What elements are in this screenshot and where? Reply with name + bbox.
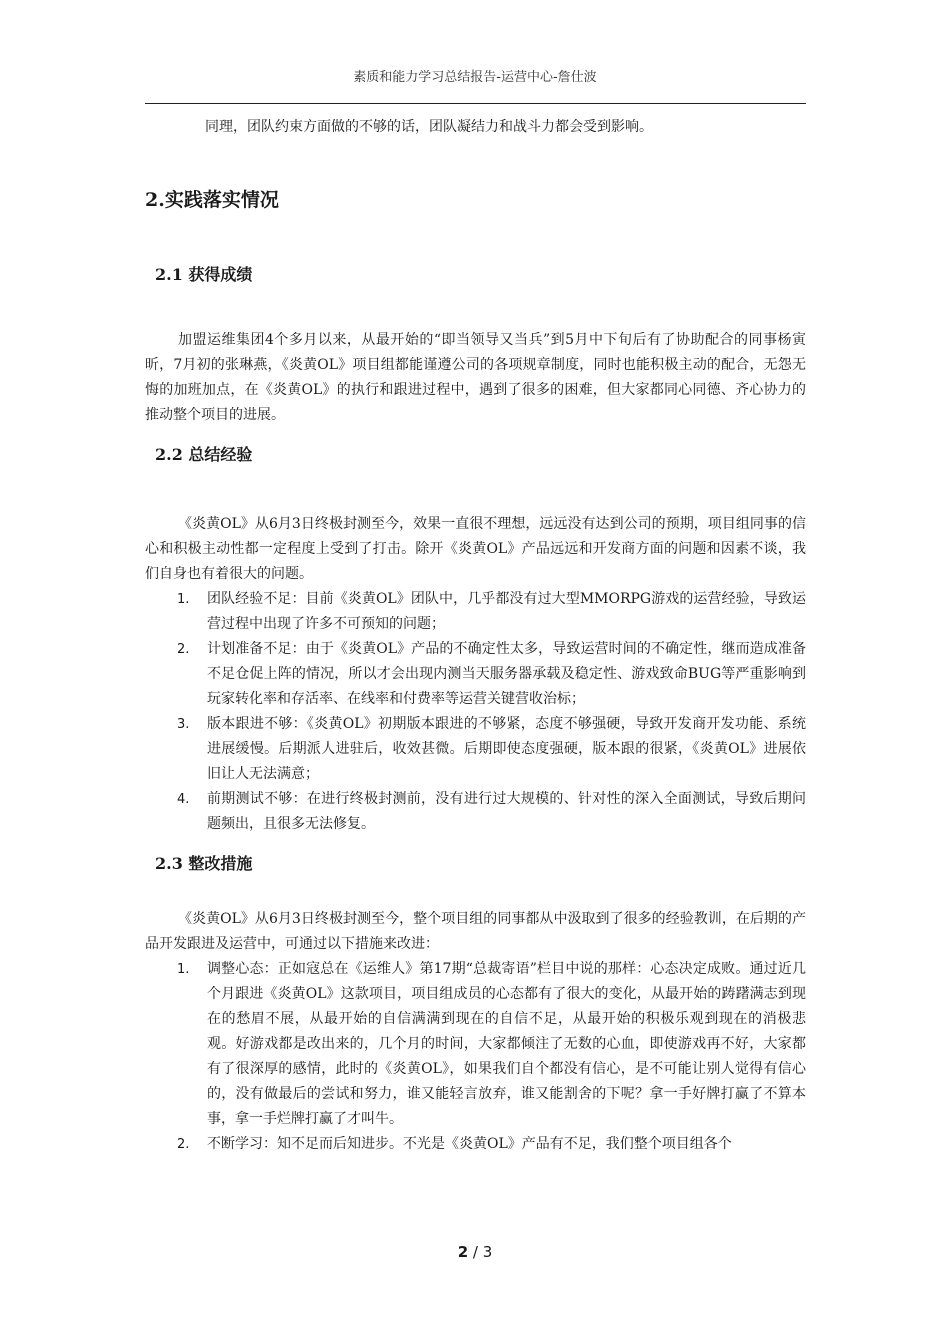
- continued-paragraph: 同理，团队约束方面做的不够的话，团队凝结力和战斗力都会受到影响。: [205, 119, 653, 135]
- list-number: 2.: [177, 642, 190, 657]
- list-number: 3.: [177, 717, 190, 732]
- page-number: [145, 1243, 805, 1261]
- list-number: 1.: [177, 592, 190, 607]
- list-number: 4.: [177, 792, 190, 807]
- list-item-text: 计划准备不足：由于《炎黄OL》产品的不确定性太多，导致运营时间的不确定性，继而造成准备不足仓促上阵的情况，所以才会出现内测当天服务器承载及稳定性、游戏致命BUG等严重影响到玩家转化率和存活率、在线率和付费率等运营关键营收治标；: [207, 641, 806, 707]
- page-separator: /: [468, 1243, 483, 1261]
- list-item-text: 调整心态：正如寇总在《运维人》第17期“总裁寄语”栏目中说的那样：心态决定成败。通过近几个月跟进《炎黄OL》这款项目，项目组成员的心态都有了很大的变化，从最开始的踌躇满志到现在的愁眉不展，从最开始的自信满满到现在的自信不足，从最开始的积极乐观到现在的消极悲观。好游戏都是改出来的，几个月的时间，大家都倾注了无数的心血，即使游戏再不好，大家都有了很深厚的感情，此时的《炎黄OL》，如果我们自个都没有信心，是不可能让别人觉得有信心的，没有做最后的尝试和努力，谁又能轻言放弃，谁又能割舍的下呢？拿一手好牌打赢了不算本事，拿一手烂牌打赢了才叫牛。: [207, 961, 806, 1127]
- document-body: [145, 115, 806, 1157]
- list-number: 2.: [177, 1137, 190, 1152]
- subsection-heading-experience: 2.2 总结经验: [155, 445, 253, 464]
- subsection-heading-measures: 2.3 整改措施: [155, 854, 253, 873]
- list-item: [145, 712, 806, 787]
- list-item-text: 团队经验不足：目前《炎黄OL》团队中，几乎都没有过大型MMORPG游戏的运营经验，导致运营过程中出现了许多不可预知的问题；: [207, 591, 806, 632]
- subsection-heading-achievements: 2.1 获得成绩: [155, 265, 253, 284]
- measures-list: [145, 957, 806, 1157]
- section-heading: 2.实践落实情况: [145, 189, 279, 211]
- header-title: 素质和能力学习总结报告-运营中心-詹仕波: [353, 70, 597, 85]
- experience-paragraph: 《炎黄OL》从6月3日终极封测至今，效果一直很不理想，远远没有达到公司的预期，项目组同事的信心和积极主动性都一定程度上受到了打击。除开《炎黄OL》产品远远和开发商方面的问题和因素不谈，我们自身也有着很大的问题。: [145, 516, 806, 582]
- experience-list: [145, 587, 806, 837]
- list-item: [145, 1132, 806, 1157]
- total-pages: 3: [482, 1243, 493, 1261]
- page-header: [145, 66, 805, 85]
- list-item-text: 前期测试不够：在进行终极封测前，没有进行过大规模的、针对性的深入全面测试，导致后期问题频出，且很多无法修复。: [207, 791, 806, 832]
- header-divider: [145, 103, 806, 104]
- list-number: 1.: [177, 962, 190, 977]
- list-item: [145, 787, 806, 837]
- measures-paragraph: 《炎黄OL》从6月3日终极封测至今，整个项目组的同事都从中汲取到了很多的经验教训，在后期的产品开发跟进及运营中，可通过以下措施来改进：: [145, 911, 806, 952]
- list-item-text: 不断学习：知不足而后知进步。不光是《炎黄OL》产品有不足，我们整个项目组各个: [207, 1136, 732, 1152]
- list-item: [145, 587, 806, 637]
- list-item: [145, 957, 806, 1132]
- list-item-text: 版本跟进不够：《炎黄OL》初期版本跟进的不够紧，态度不够强硬，导致开发商开发功能、系统进展缓慢。后期派人进驻后，收效甚微。后期即使态度强硬，版本跟的很紧，《炎黄OL》进展依旧让人无法满意；: [207, 716, 806, 782]
- list-item: [145, 637, 806, 712]
- current-page: 2: [457, 1243, 469, 1261]
- achievements-paragraph: 加盟运维集团4个多月以来，从最开始的“即当领导又当兵”到5月中下旬后有了协助配合的同事杨寅昕，7月初的张琳燕，《炎黄OL》项目组都能谨遵公司的各项规章制度，同时也能积极主动的配合，无怨无悔的加班加点，在《炎黄OL》的执行和跟进过程中，遇到了很多的困难，但大家都同心同德、齐心协力的推动整个项目的进展。: [145, 332, 806, 423]
